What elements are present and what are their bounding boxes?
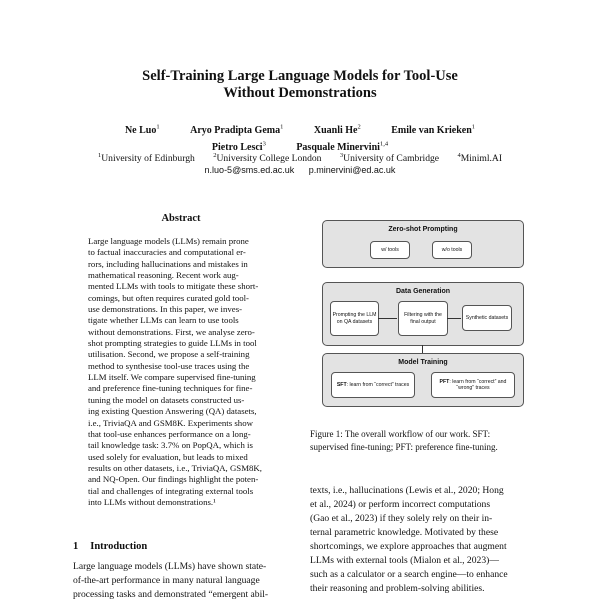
body-line: such as a calculator or a search engine—to enhance	[310, 569, 508, 580]
author: Aryo Pradipta Gema$^1$	[190, 124, 284, 137]
body-line: shortcomings, we explore approaches that augment	[310, 541, 507, 552]
body-line: their reasoning and problem-solving abilities.	[310, 583, 485, 594]
author-list	[0, 121, 600, 154]
sft-label: SFT	[336, 381, 347, 388]
with-tools-node: w/ tools	[370, 241, 410, 259]
box-title: Model Training	[398, 359, 448, 366]
abstract-line: i.e., TriviaQA and GSM8K. Experiments show	[88, 417, 253, 428]
introduction-body	[73, 560, 293, 602]
abstract-line: shot prompting strategies to guide LLMs in tool	[88, 338, 257, 349]
affiliation: $^1$University of Edinburgh	[97, 152, 195, 165]
without-tools-node: w/o tools	[432, 241, 472, 259]
abstract-body	[88, 236, 274, 508]
author: Pasquale Minervini$^{1,4}$	[296, 140, 389, 153]
intro-line: Large language models (LLMs) have shown state-	[73, 561, 267, 572]
arrow	[422, 345, 423, 353]
abstract-line: tigate whether LLMs can learn to use tools	[88, 315, 239, 326]
abstract-line: Large language models (LLMs) remain prone	[88, 236, 249, 246]
author-emails	[0, 165, 600, 175]
figure-caption	[310, 428, 530, 453]
email[interactable]: n.luo-5@sms.ed.ac.uk	[204, 165, 295, 175]
synthetic-datasets-node: Synthetic datasets	[462, 305, 512, 331]
body-line: LLMs with external tools (Mialon et al., 2023)—	[310, 555, 499, 566]
abstract-line: rors, including hallucinations and mistakes in	[88, 258, 248, 269]
box-title: Zero-shot Prompting	[388, 226, 458, 233]
author: Xuanli He$^2$	[313, 124, 361, 137]
arrow	[378, 318, 397, 319]
section-number: 1	[73, 541, 79, 552]
paper-title	[0, 68, 600, 102]
right-column-body	[310, 484, 530, 596]
pft-text: : learn from “correct” and “wrong” traces	[449, 378, 507, 391]
author: Ne Luo$^1$	[124, 124, 160, 137]
sft-node	[331, 372, 415, 398]
abstract-line: tail knowledge task: 3.7% on PopQA, which is	[88, 440, 253, 451]
abstract-line: results on other datasets, i.e., TriviaQA, GSM8K,	[88, 462, 262, 473]
body-line: ternal parametric knowledge. Motivated by these	[310, 527, 499, 538]
intro-line: processing tasks and demonstrated “emergent abil-	[73, 589, 269, 600]
abstract-line: use demonstrations. In this paper, we inves-	[88, 304, 243, 315]
abstract-line: and NQ-Open. Our findings highlight the poten-	[88, 474, 259, 485]
arrow	[447, 318, 461, 319]
author: Pietro Lesci$^3$	[211, 140, 266, 153]
abstract-line: and preference fine-tuning techniques for fine-	[88, 383, 253, 394]
abstract-line: without demonstrations. First, we analyse zero-	[88, 326, 255, 337]
abstract-line: to factual inaccuracies and computational er-	[88, 247, 246, 258]
pft-node	[431, 372, 515, 398]
workflow-figure	[318, 218, 530, 414]
abstract-line: into LLMs without demonstrations.¹	[88, 496, 216, 507]
affiliation: $^3$University of Cambridge	[339, 152, 440, 165]
abstract-heading: Abstract	[161, 213, 201, 224]
abstract-line: mented LLMs with tools to mitigate these short-	[88, 281, 259, 292]
section-title: Introduction	[90, 541, 148, 552]
model-training-box	[322, 353, 524, 407]
author: Emile van Krieken$^1$	[391, 124, 476, 137]
affiliation: $^4$Miniml.AI	[457, 152, 503, 165]
abstract-line: mathematical reasoning. Recent work aug-	[88, 270, 239, 281]
filtering-node: Filtering with the final output	[398, 301, 448, 336]
abstract-line: used solely for evaluation, but leads to mixed	[88, 451, 248, 462]
abstract-line: that tool-use enhances performance on a long-	[88, 428, 251, 439]
body-line: et al., 2024) or perform incorrect computations	[310, 499, 491, 510]
title-line-2: Without Demonstrations	[223, 85, 377, 101]
intro-line: of-the-art performance in many natural language	[73, 575, 260, 586]
affiliations	[0, 150, 600, 165]
abstract-line: tuning the model on datasets constructed us-	[88, 394, 245, 405]
abstract-line: ing existing Question Answering (QA) datasets,	[88, 406, 257, 417]
caption-text: Figure 1: The overall workflow of our work. SFT: supervised fine-tuning; PFT: preference fine-tuning.	[310, 429, 498, 452]
affiliation: $^2$University College London	[213, 152, 322, 165]
sft-text: : learn from “correct” traces	[346, 381, 410, 388]
abstract-line: tial and challenges of integrating external tools	[88, 485, 254, 496]
email[interactable]: p.minervini@ed.ac.uk	[308, 165, 396, 175]
data-generation-box	[322, 282, 524, 346]
abstract-line: comings, but often requires curated gold tool-	[88, 292, 249, 303]
title-line-1: Self-Training Large Language Models for Tool-Use	[142, 68, 458, 84]
body-line: texts, i.e., hallucinations (Lewis et al., 2020; Hong	[310, 485, 504, 496]
abstract-line: utilisation. Second, we propose a self-training	[88, 349, 250, 360]
abstract-line: LLM itself. We compare supervised fine-tuning	[88, 372, 256, 383]
abstract-line: method to synthesise tool-use traces using the	[88, 360, 250, 371]
prompting-node: Prompting the LLM on QA datasets	[330, 301, 379, 336]
section-heading	[73, 541, 147, 552]
zero-shot-prompting-box	[322, 220, 524, 268]
box-title: Data Generation	[395, 288, 451, 295]
pft-label: PFT	[439, 378, 450, 385]
body-line: (Gao et al., 2023) if they solely rely on their in-	[310, 513, 493, 524]
